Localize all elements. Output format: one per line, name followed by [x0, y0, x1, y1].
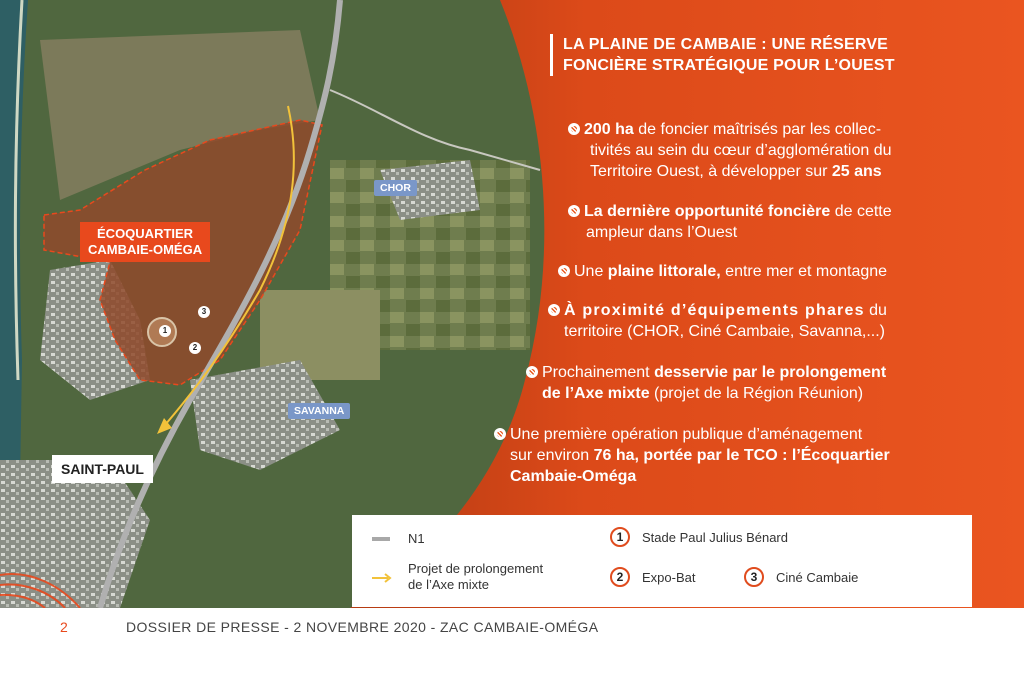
legend-axe: Projet de prolongement de l’Axe mixte [408, 561, 544, 592]
bullet-icon [494, 428, 506, 440]
legend-cine: Ciné Cambaie [776, 570, 859, 585]
marker-3: 3 [198, 306, 210, 318]
footer-text: DOSSIER DE PRESSE - 2 NOVEMBRE 2020 - ZAC CAMBAIE-OMÉGA [126, 619, 599, 635]
marker-2: 2 [189, 342, 201, 354]
page-number: 2 [60, 619, 68, 635]
n1-swatch [372, 537, 390, 541]
map-legend [352, 515, 972, 607]
section-title: LA PLAINE DE CAMBAIE : UNE RÉSERVE FONCIÈRE STRATÉGIQUE POUR L’OUEST [550, 34, 983, 76]
legend-num-2: 2 [610, 567, 630, 587]
legend-n1: N1 [408, 531, 425, 546]
bullet-5: Prochainement desservie par le prolongement de l’Axe mixte (projet de la Région Réunion) [526, 362, 980, 404]
legend-expo: Expo-Bat [642, 570, 696, 585]
bullet-icon [548, 304, 560, 316]
bullet-icon [568, 205, 580, 217]
bullet-1: 200 ha de foncier maîtrisés par les collec- tivités au sein du cœur d’agglomération du Territoire Ouest, à développer sur 25 ans [568, 119, 980, 182]
legend-stade: Stade Paul Julius Bénard [642, 530, 788, 545]
ecoquartier-label: ÉCOQUARTIER CAMBAIE-OMÉGA [80, 222, 210, 262]
bullet-icon [558, 265, 570, 277]
bullet-2: La dernière opportunité foncière de cette ampleur dans l’Ouest [568, 201, 980, 243]
saint-paul-label: SAINT-PAUL [52, 455, 153, 483]
savanna-label: SAVANNA [288, 403, 350, 419]
arrow-icon [372, 573, 392, 583]
bullet-icon [568, 123, 580, 135]
legend-num-3: 3 [744, 567, 764, 587]
bullet-icon [526, 366, 538, 378]
bullet-3: Une plaine littorale, entre mer et montagne [558, 261, 978, 282]
chor-label: CHOR [374, 180, 417, 196]
marker-1: 1 [159, 325, 171, 337]
bullet-6: Une première opération publique d’aménagement sur environ 76 ha, portée par le TCO : l’Écoquartier Cambaie-Oméga [494, 424, 980, 487]
bullet-4: À proximité d’équipements phares du territoire (CHOR, Ciné Cambaie, Savanna,...) [548, 300, 980, 342]
legend-num-1: 1 [610, 527, 630, 547]
